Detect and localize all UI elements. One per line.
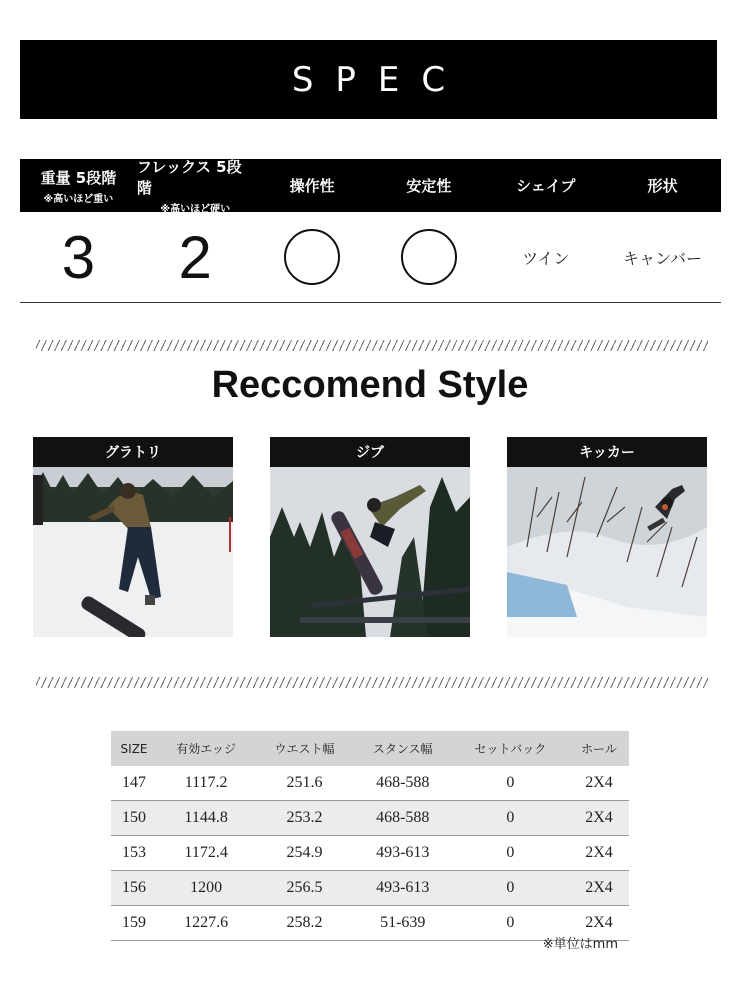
spec-title: SPEC (291, 59, 468, 100)
table-cell: 1117.2 (157, 766, 255, 801)
table-cell: 251.6 (255, 766, 354, 801)
maneuverability-circle-icon (284, 229, 340, 285)
table-cell: 1144.8 (157, 801, 255, 836)
table-row (111, 801, 629, 836)
table-cell: 2X4 (569, 871, 629, 906)
stance-col-header: スタンス幅 (354, 731, 452, 766)
table-cell: 2X4 (569, 906, 629, 941)
table-cell: 256.5 (255, 871, 354, 906)
spec-table-header (20, 158, 721, 215)
spec-banner (20, 40, 717, 119)
maneuverability-header (254, 159, 371, 212)
table-cell: 2X4 (569, 766, 629, 801)
profile-value-cell (604, 212, 721, 302)
profile-value: キャンバー (623, 248, 702, 268)
flex-value-cell (137, 212, 254, 302)
shape-label: シェイプ (516, 177, 576, 195)
hole-col-header: ホール (569, 731, 629, 766)
setback-col-header: セットバック (452, 731, 569, 766)
edge-col-header: 有効エッジ (157, 731, 255, 766)
profile-label: 形状 (647, 177, 678, 195)
table-cell: 493-613 (354, 836, 452, 871)
table-cell: 2X4 (569, 836, 629, 871)
table-cell: 147 (111, 766, 157, 801)
ground-trick-photo (33, 467, 233, 637)
weight-value-cell (20, 212, 137, 302)
table-cell: 153 (111, 836, 157, 871)
table-cell: 150 (111, 801, 157, 836)
stability-value-cell (370, 212, 487, 302)
spec-table-values (20, 212, 721, 303)
stability-header (370, 159, 487, 212)
table-cell: 468-588 (354, 766, 452, 801)
table-cell: 51-639 (354, 906, 452, 941)
spec-table (20, 159, 721, 303)
kicker-jump-photo (507, 467, 707, 637)
table-cell: 0 (452, 836, 569, 871)
table-cell: 468-588 (354, 801, 452, 836)
table-cell: 254.9 (255, 836, 354, 871)
shape-value: ツイン (522, 248, 570, 268)
stability-label: 安定性 (406, 177, 452, 195)
slash-divider-top (36, 340, 708, 351)
size-table-header-row (111, 731, 629, 766)
table-cell: 0 (452, 906, 569, 941)
table-cell: 156 (111, 871, 157, 906)
flex-value: 2 (178, 223, 212, 291)
weight-note: ※高いほど重い (43, 193, 114, 205)
unit-note: ※単位はmm (542, 937, 618, 952)
table-row (111, 871, 629, 906)
table-cell: 159 (111, 906, 157, 941)
shape-value-cell (487, 212, 604, 302)
shape-header (487, 159, 604, 212)
table-cell: 1172.4 (157, 836, 255, 871)
table-cell: 0 (452, 801, 569, 836)
table-cell: 0 (452, 766, 569, 801)
profile-header (604, 159, 721, 212)
slash-divider-bottom (36, 677, 708, 688)
table-cell: 2X4 (569, 801, 629, 836)
recommend-style-title: Reccomend Style (211, 364, 529, 406)
table-cell: 258.2 (255, 906, 354, 941)
maneuverability-value-cell (254, 212, 371, 302)
table-cell: 1200 (157, 871, 255, 906)
table-cell: 0 (452, 871, 569, 906)
stability-circle-icon (401, 229, 457, 285)
style-card-jib (270, 437, 470, 637)
waist-col-header: ウエスト幅 (255, 731, 354, 766)
style-label-ground-trick: グラトリ (33, 437, 233, 467)
weight-value: 3 (61, 223, 96, 291)
style-label-kicker: キッカー (507, 437, 707, 467)
table-cell: 253.2 (255, 801, 354, 836)
flex-header (136, 158, 254, 215)
table-row (111, 766, 629, 801)
jib-rail-photo (270, 467, 470, 637)
size-col-header: SIZE (111, 731, 157, 766)
table-cell: 493-613 (354, 871, 452, 906)
table-cell: 1227.6 (157, 906, 255, 941)
weight-header (20, 159, 137, 212)
table-row (111, 836, 629, 871)
maneuverability-label: 操作性 (289, 177, 335, 195)
flex-note: ※高いほど硬い (160, 204, 231, 215)
style-label-jib: ジブ (270, 437, 470, 467)
flex-label: フレックス 5段階 (136, 158, 242, 197)
style-card-kicker (507, 437, 707, 637)
size-table (111, 731, 629, 941)
weight-label: 重量 5段階 (40, 168, 117, 187)
style-card-ground-trick (33, 437, 233, 637)
